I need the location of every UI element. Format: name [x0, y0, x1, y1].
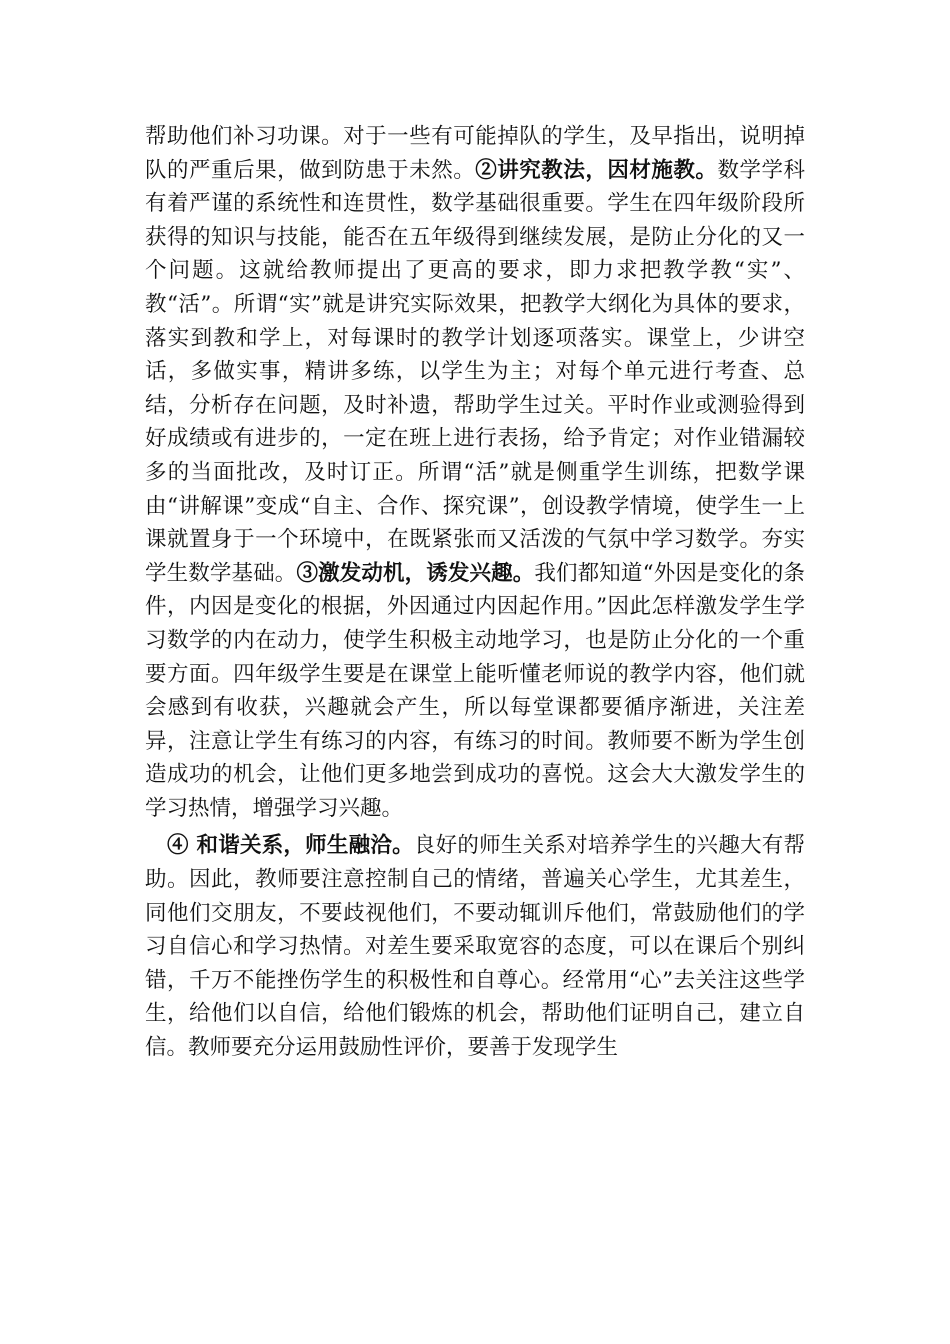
paragraph-1-text-final: 我们都知道“外因是变化的条件，内因是变化的根据，外因通过内因起作用。”因此怎样激发学生学习数学的内在动力，使学生积极主动地学习，也是防止分化的一个重要方面。四年级学生要是在课堂上能听懂老师说的教学内容，他们就会感到有收获，兴趣就会产生，所以每堂课都要循序渐进，关注差异，注意让学生有练习的内容，有练习的时间。教师要不断为学生创造成功的机会，让他们更多地尝到成功的喜悦。这会大大激发学生的学习热情，增强学习兴趣。: [145, 560, 805, 821]
paragraph-2-text: 良好的师生关系对培养学生的兴趣大有帮助。因此，教师要注意控制自己的情绪，普遍关心学生，尤其差生，同他们交朋友，不要歧视他们，不要动辄训斥他们，常鼓励他们的学习自信心和学习热情。对差生要采取宽容的态度，可以在课后个别纠错，千万不能挫伤学生的积极性和自尊心。经常用“心”去关注这些学生，给他们以自信，给他们锻炼的机会，帮助他们证明自己，建立自信。教师要充分运用鼓励性评价，要善于发现学生: [145, 833, 805, 1061]
paragraph-1-text-continued: 数学学科有着严谨的系统性和连贯性，数学基础很重要。学生在四年级阶段所获得的知识与技能，能否在五年级得到继续发展，是防止分化的又一个问题。这就给教师提出了更高的要求，即力求把教学教“实”、教“活”。所谓“实”就是讲究实际效果，把教学大纲化为具体的要求，落实到教和学上，对每课时的教学计划逐项落实。课堂上，少讲空话，多做实事，精讲多练，以学生为主；对每个单元进行考查、总结，分析存在问题，及时补遗，帮助学生过关。平时作业或测验得到好成绩或有进步的，一定在班上进行表扬，给予肯定；对作业错漏较多的当面批改，及时订正。所谓“活”就是侧重学生训练，把数学课由“讲解课”变成“自主、合作、探究课”，创设教学情境，使学生一上课就置身于一个环境中，在既紧张而又活泼的气氛中学习数学。夯实学生数学基础。: [145, 157, 805, 586]
heading-jiangjiu-jiaofa: ②讲究教法，因材施教。: [475, 157, 718, 183]
heading-hexie-guanxi: ④ 和谐关系，师生融洽。: [167, 833, 414, 859]
paragraph-2: [145, 829, 805, 1064]
heading-jifa-dongji: ③激发动机，诱发兴趣。: [296, 560, 535, 586]
paragraph-1: [145, 120, 805, 825]
document-body: [145, 120, 805, 1065]
paragraph-1-text: 帮助他们补习功课。对于一些有可能掉队的学生，及早指出，说明掉队的严重后果，做到防患于未然。: [145, 124, 805, 183]
